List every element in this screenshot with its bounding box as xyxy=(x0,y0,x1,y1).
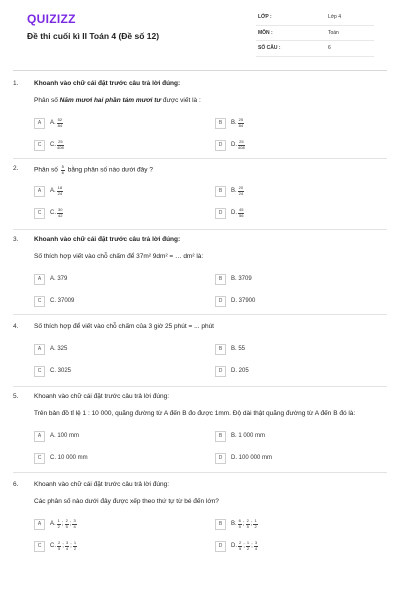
option-text: D. 100 000 mm xyxy=(231,455,273,461)
fraction-numerator: 20 xyxy=(238,185,244,190)
question-2 xyxy=(13,165,387,225)
question-instruction: Khoanh vào chữ cái đặt trước câu trả lời đúng: xyxy=(34,481,170,488)
option-text: B. 55 xyxy=(231,346,246,352)
option-letter: C xyxy=(34,366,45,377)
option-letter: A xyxy=(34,344,45,355)
option-fraction xyxy=(57,519,61,529)
fraction-numerator: 1 xyxy=(246,540,250,545)
fraction-numerator: 25 xyxy=(58,139,63,144)
option-letter: D xyxy=(215,453,226,464)
question-fraction xyxy=(61,165,65,175)
fraction-numerator: 2 xyxy=(58,540,61,545)
option-fraction xyxy=(254,541,258,551)
option-letter: A xyxy=(34,118,45,129)
text-post: bằng phân số nào dưới đây ? xyxy=(65,166,153,174)
option-fraction xyxy=(238,186,244,196)
question-4 xyxy=(13,323,387,383)
option-c[interactable] xyxy=(34,295,74,307)
fraction-numerator: 6 xyxy=(238,518,241,523)
fraction-denominator: 6 xyxy=(61,169,64,175)
option-fraction xyxy=(72,519,76,529)
option-letter: A xyxy=(34,274,45,285)
option-fraction xyxy=(57,118,63,128)
info-table xyxy=(256,10,374,57)
fraction-numerator: 3 xyxy=(73,518,76,523)
fraction-denominator: 5 xyxy=(239,545,242,551)
option-b[interactable] xyxy=(215,117,245,129)
option-fraction xyxy=(57,541,61,551)
option-label: D. xyxy=(231,142,237,148)
info-key: SỐ CÂU : xyxy=(258,45,281,52)
option-b[interactable] xyxy=(215,273,252,285)
option-fraction xyxy=(57,208,63,218)
question-text: Số thích hợp để viết vào chỗ chấm của 3 giờ 25 phút = ... phút xyxy=(34,323,214,330)
info-value: Toán xyxy=(328,29,339,36)
option-letter: B xyxy=(215,519,226,530)
fraction-denominator: 24 xyxy=(238,190,244,196)
info-row-count xyxy=(256,41,374,57)
info-value: Lớp 4 xyxy=(328,14,342,21)
text-pre: Phân số xyxy=(34,97,60,104)
option-c[interactable] xyxy=(34,207,64,219)
option-letter: D xyxy=(215,366,226,377)
option-text: D. 205 xyxy=(231,368,249,374)
option-letter: D xyxy=(215,296,226,307)
option-label: C. xyxy=(50,210,56,216)
option-fraction xyxy=(246,519,250,529)
option-fraction xyxy=(238,140,245,150)
option-letter: D xyxy=(215,541,226,552)
option-b[interactable] xyxy=(215,185,245,197)
header xyxy=(13,0,387,66)
fraction-denominator: 408 xyxy=(57,144,64,150)
fraction-numerator: 2 xyxy=(65,518,68,523)
question-number: 2. xyxy=(13,165,19,172)
fraction-numerator: 45 xyxy=(239,207,244,212)
fraction-denominator: 5 xyxy=(246,523,249,529)
option-a[interactable] xyxy=(34,117,64,129)
text-post: được viết là : xyxy=(161,97,201,104)
option-text: B. 1 000 mm xyxy=(231,433,266,439)
fraction-denominator: 5 xyxy=(238,523,241,529)
header-divider xyxy=(13,70,387,71)
option-fraction xyxy=(238,519,242,529)
fraction-numerator: 2 xyxy=(239,540,242,545)
option-a[interactable] xyxy=(34,343,67,355)
fraction-numerator: 3 xyxy=(254,540,258,545)
option-letter: C xyxy=(34,541,45,552)
option-letter: C xyxy=(34,208,45,219)
fraction-denominator: 4 xyxy=(65,545,69,551)
option-fraction xyxy=(73,541,77,551)
option-text: C. 37009 xyxy=(50,298,75,304)
option-fraction xyxy=(57,140,64,150)
fraction-denominator: 408 xyxy=(238,144,245,150)
option-text: C. 10 000 mm xyxy=(50,455,88,461)
fraction-numerator: 25 xyxy=(238,117,244,122)
question-number: 4. xyxy=(13,323,19,330)
question-5 xyxy=(13,393,387,468)
option-d[interactable] xyxy=(215,295,255,307)
fraction-denominator: 24 xyxy=(57,190,63,196)
option-letter: B xyxy=(215,344,226,355)
question-text: Trên bản đồ tỉ lệ 1 : 10 000, quãng đường từ A đến B đo được 1mm. Độ dài thật quãng đường từ A đến B đó là: xyxy=(34,410,356,417)
info-row-subject xyxy=(256,26,374,42)
option-fraction xyxy=(238,208,244,218)
question-number: 5. xyxy=(13,393,19,400)
option-text: A. 100 mm xyxy=(50,433,80,439)
option-letter: C xyxy=(34,140,45,151)
option-label: D. xyxy=(231,543,237,549)
option-label: B. xyxy=(231,120,237,126)
option-fraction xyxy=(253,519,257,529)
fraction-denominator: 4 xyxy=(73,523,76,529)
info-value: 6 xyxy=(328,45,331,52)
fraction-numerator: 1 xyxy=(57,518,60,523)
option-a[interactable] xyxy=(34,430,79,442)
question-divider xyxy=(13,386,387,387)
question-1 xyxy=(13,80,387,155)
option-label: B. xyxy=(231,188,237,194)
fraction-numerator: 30 xyxy=(58,207,63,212)
option-label: C. xyxy=(50,142,56,148)
option-b[interactable]: B B. $\frac{6}{5}$ ; $\frac{2}{5}$ ; $\frac{1}{2}$ xyxy=(215,518,259,530)
question-divider xyxy=(13,314,387,315)
option-letter: B xyxy=(215,274,226,285)
question-instruction: Khoanh vào chữ cái đặt trước câu trả lời đúng: xyxy=(34,393,170,400)
fraction-numerator: 18 xyxy=(57,185,63,190)
question-instruction: Khoanh vào chữ cái đặt trước câu trả lời đúng: xyxy=(34,80,181,87)
option-label: C. xyxy=(50,543,56,549)
option-letter: D xyxy=(215,140,226,151)
page-title: Đề thi cuối kì II Toán 4 (Đề số 12) xyxy=(27,31,160,41)
info-key: LỚP : xyxy=(258,14,272,21)
option-letter: A xyxy=(34,186,45,197)
option-d[interactable] xyxy=(215,207,245,219)
option-letter: B xyxy=(215,186,226,197)
fraction-denominator: 2 xyxy=(73,545,77,551)
fraction-denominator: 84 xyxy=(57,122,63,128)
option-fraction xyxy=(57,186,63,196)
option-fraction xyxy=(238,541,242,551)
option-letter: A xyxy=(34,431,45,442)
option-b[interactable] xyxy=(215,343,245,355)
question-number: 1. xyxy=(13,80,19,87)
option-fraction xyxy=(65,541,69,551)
option-text: A. 325 xyxy=(50,346,68,352)
option-fraction xyxy=(65,519,69,529)
info-key: MÔN : xyxy=(258,29,273,36)
question-text: Số thích hợp viết vào chỗ chấm để 37m² 9dm² = … dm² là: xyxy=(34,253,204,260)
fraction-numerator: 25 xyxy=(239,139,244,144)
fraction-denominator: 56 xyxy=(239,212,244,218)
option-d[interactable] xyxy=(215,139,246,151)
quizizz-logo: QUIZIZZ xyxy=(27,12,76,26)
option-letter: C xyxy=(34,296,45,307)
option-label: A. xyxy=(50,188,56,194)
fraction-numerator: 3 xyxy=(65,540,69,545)
option-text: A. 379 xyxy=(50,276,68,282)
option-fraction xyxy=(238,118,244,128)
fraction-denominator: 5 xyxy=(65,523,68,529)
question-number: 3. xyxy=(13,236,19,243)
fraction-numerator: 1 xyxy=(254,518,257,523)
option-letter: B xyxy=(215,431,226,442)
fraction-denominator: 2 xyxy=(254,523,257,529)
question-divider xyxy=(13,158,387,159)
fraction-numerator: 5 xyxy=(61,164,64,169)
option-c[interactable] xyxy=(34,139,65,151)
question-divider xyxy=(13,472,387,473)
option-a[interactable]: A A. $\frac{1}{2}$ ; $\frac{2}{5}$ ; $\frac{3}{4}$ xyxy=(34,518,78,530)
option-label: B. xyxy=(231,521,237,527)
option-fraction xyxy=(246,541,250,551)
fraction-numerator: 1 xyxy=(73,540,77,545)
option-b[interactable] xyxy=(215,430,265,442)
info-row-class xyxy=(256,10,374,26)
option-letter: D xyxy=(215,208,226,219)
option-d[interactable] xyxy=(215,365,249,377)
fraction-denominator: 84 xyxy=(238,122,244,128)
option-label: D. xyxy=(231,210,237,216)
option-label: A. xyxy=(50,521,56,527)
option-text: D. 37900 xyxy=(231,298,256,304)
fraction-denominator: 2 xyxy=(246,545,250,551)
text-pre: Phân số xyxy=(34,166,60,174)
question-instruction: Khoanh vào chữ cái đặt trước câu trả lời đúng: xyxy=(34,236,181,243)
option-label: A. xyxy=(50,120,56,126)
question-divider xyxy=(13,229,387,230)
question-number: 6. xyxy=(13,481,19,488)
fraction-denominator: 5 xyxy=(58,545,61,551)
option-text: B. 3709 xyxy=(231,276,252,282)
text-bold: Năm mươi hai phần tám mươi tư xyxy=(59,97,162,104)
fraction-numerator: 52 xyxy=(57,117,63,122)
option-letter: C xyxy=(34,453,45,464)
option-c[interactable] xyxy=(34,365,71,377)
fraction-denominator: 2 xyxy=(57,523,60,529)
question-text xyxy=(34,165,153,175)
option-d[interactable]: D D. $\frac{2}{5}$ ; $\frac{1}{2}$ ; $\frac{3}{4}$ xyxy=(215,540,259,552)
fraction-numerator: 2 xyxy=(246,518,249,523)
fraction-denominator: 42 xyxy=(58,212,63,218)
option-d[interactable] xyxy=(215,452,272,464)
option-a[interactable] xyxy=(34,185,64,197)
option-a[interactable] xyxy=(34,273,67,285)
option-c[interactable]: C C. $\frac{2}{5}$ ; $\frac{3}{4}$ ; $\frac{1}{2}$ xyxy=(34,540,78,552)
fraction-denominator: 4 xyxy=(254,545,258,551)
question-text xyxy=(34,97,201,104)
option-letter: B xyxy=(215,118,226,129)
option-c[interactable] xyxy=(34,452,88,464)
option-text: C. 3025 xyxy=(50,368,72,374)
question-text: Các phân số nào dưới đây được xếp theo thứ tự từ bé đến lớn? xyxy=(34,498,219,505)
option-letter: A xyxy=(34,519,45,530)
question-3 xyxy=(13,236,387,311)
question-6 xyxy=(13,481,387,556)
